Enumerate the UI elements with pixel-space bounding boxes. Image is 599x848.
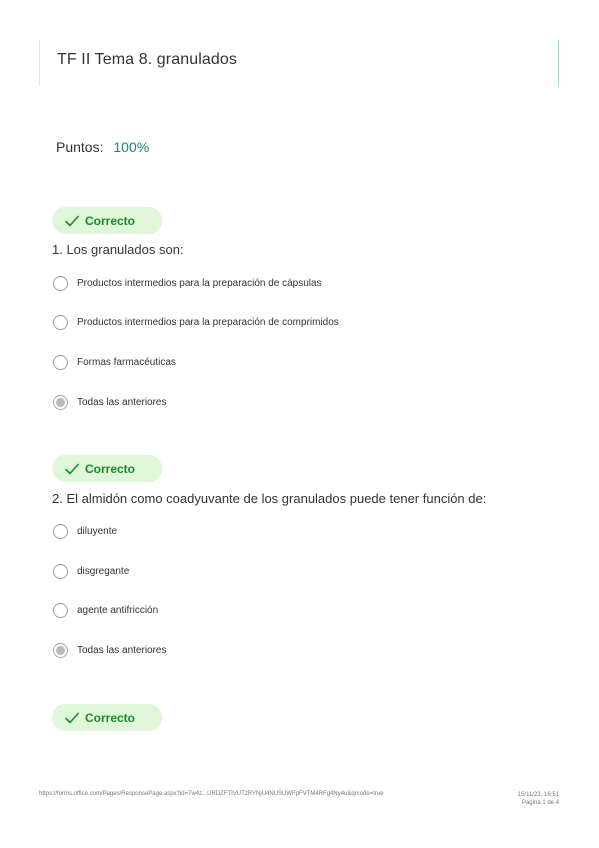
radio-button[interactable] bbox=[53, 276, 68, 291]
score-summary bbox=[56, 139, 149, 155]
radio-button[interactable] bbox=[53, 603, 68, 618]
option-label: Formas farmacéuticas bbox=[77, 356, 176, 368]
score-value: 100% bbox=[113, 139, 150, 155]
radio-button-selected[interactable] bbox=[53, 395, 68, 410]
correct-badge bbox=[52, 455, 162, 482]
question-text: 1. Los granulados son: bbox=[52, 242, 184, 257]
checkmark-icon bbox=[65, 463, 79, 475]
option-label: Productos intermedios para la preparación de cápsulas bbox=[77, 277, 322, 289]
answer-option[interactable] bbox=[53, 562, 129, 580]
footer-page-number: Página 1 de 4 bbox=[521, 800, 559, 806]
correct-badge bbox=[52, 207, 162, 234]
answer-option[interactable] bbox=[53, 601, 158, 619]
score-label: Puntos: bbox=[56, 139, 104, 155]
badge-label: Correcto bbox=[85, 213, 136, 228]
answer-option-selected[interactable] bbox=[53, 641, 167, 659]
option-label: diluyente bbox=[77, 525, 118, 537]
footer-datetime: 15/11/23, 16:51 bbox=[517, 792, 559, 798]
option-label: Todas las anteriores bbox=[77, 396, 167, 408]
badge-label: Correcto bbox=[85, 710, 136, 725]
answer-option[interactable] bbox=[53, 313, 339, 331]
radio-button[interactable] bbox=[53, 524, 68, 539]
form-title: TF II Tema 8. granulados bbox=[57, 51, 237, 68]
answer-option[interactable] bbox=[53, 522, 117, 540]
checkmark-icon bbox=[65, 712, 79, 724]
option-label: Productos intermedios para la preparación de comprimidos bbox=[77, 316, 339, 328]
radio-button[interactable] bbox=[53, 315, 68, 330]
option-label: disgregante bbox=[77, 565, 130, 577]
badge-label: Correcto bbox=[85, 461, 136, 476]
radio-button-selected[interactable] bbox=[53, 643, 68, 658]
answer-option-selected[interactable] bbox=[53, 393, 167, 411]
question-text: 2. El almidón como coadyuvante de los granulados puede tener función de: bbox=[52, 491, 487, 506]
radio-button[interactable] bbox=[53, 355, 68, 370]
checkmark-icon bbox=[65, 215, 79, 227]
answer-option[interactable] bbox=[53, 353, 176, 371]
footer-url: https://forms.office.com/Pages/ResponsePage.aspx?id=7w4z...URDZFTIVUTzRYNjU4NUSUWFpFVTM4RFg4Ny4u&qrcode=true bbox=[39, 791, 384, 797]
form-header-card bbox=[39, 40, 559, 86]
option-label: Todas las anteriores bbox=[77, 644, 167, 656]
footer-meta bbox=[518, 791, 559, 807]
correct-badge bbox=[52, 704, 162, 731]
radio-button[interactable] bbox=[53, 564, 68, 579]
option-label: agente antifricción bbox=[77, 604, 159, 616]
answer-option[interactable] bbox=[53, 274, 322, 292]
